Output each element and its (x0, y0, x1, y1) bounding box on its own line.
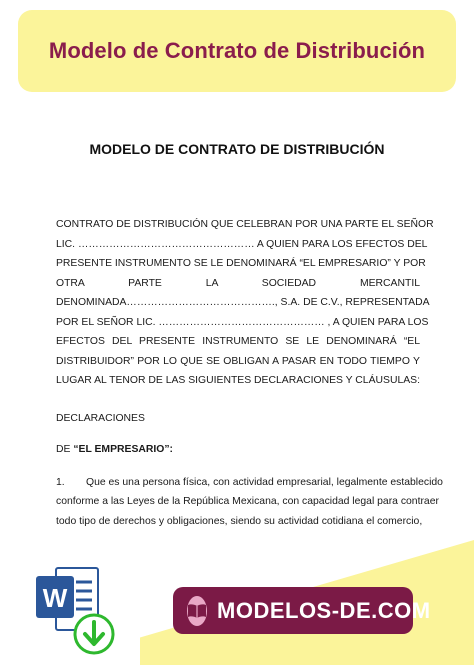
intro-line: POR EL SEÑOR LIC. ………………………………………… , A QUIEN PARA LOS (56, 316, 429, 328)
title-banner (18, 10, 456, 92)
intro-line: DENOMINADA……………………………………., S.A. DE C.V., REPRESENTADA (56, 297, 430, 308)
book-icon (187, 596, 207, 626)
word-download-icon[interactable] (34, 564, 116, 656)
brand-badge[interactable] (173, 587, 431, 634)
intro-line: LUGAR AL TENOR DE LAS SIGUIENTES DECLARACIONES Y CLÁUSULAS: (56, 375, 420, 386)
de-prefix: DE (56, 444, 74, 455)
empresario-subheading (56, 440, 420, 460)
item-text: Que es una persona física, con actividad empresarial, legalmente establecido (86, 476, 443, 488)
item-line: conforme a las Leyes de la República Mexicana, con capacidad legal para contraer (56, 496, 439, 507)
intro-line: OTRA PARTE LA SOCIEDAD MERCANTIL (56, 277, 420, 289)
empresario-label: “EL EMPRESARIO”: (73, 444, 174, 455)
intro-line: CONTRATO DE DISTRIBUCIÓN QUE CELEBRAN POR UNA PARTE EL SEÑOR (56, 219, 434, 230)
intro-paragraph (56, 215, 434, 391)
intro-line: LIC. …………………………………………… A QUIEN PARA LOS EFECTOS DEL (56, 238, 428, 250)
intro-line: EFECTOS DEL PRESENTE INSTRUMENTO SE LE DENOMINARÁ “EL (56, 336, 420, 347)
document-heading: MODELO DE CONTRATO DE DISTRIBUCIÓN (89, 141, 385, 157)
declaraciones-heading: DECLARACIONES (56, 412, 145, 424)
intro-line: PRESENTE INSTRUMENTO SE LE DENOMINARÁ “EL EMPRESARIO” Y POR (56, 258, 426, 269)
item-line: todo tipo de derechos y obligaciones, siendo su actividad cotidiana el comercio, (56, 515, 423, 527)
page-title: Modelo de Contrato de Distribución (48, 38, 426, 63)
intro-line: DISTRIBUIDOR” POR LO QUE SE OBLIGAN A PASAR EN TODO TIEMPO Y (56, 355, 420, 367)
brand-name: MODELOS-DE.COM (217, 597, 431, 623)
document-body (56, 215, 443, 531)
list-item (56, 473, 443, 532)
word-letter: W (42, 583, 68, 613)
item-line (56, 473, 443, 493)
item-number: 1. (56, 476, 65, 488)
